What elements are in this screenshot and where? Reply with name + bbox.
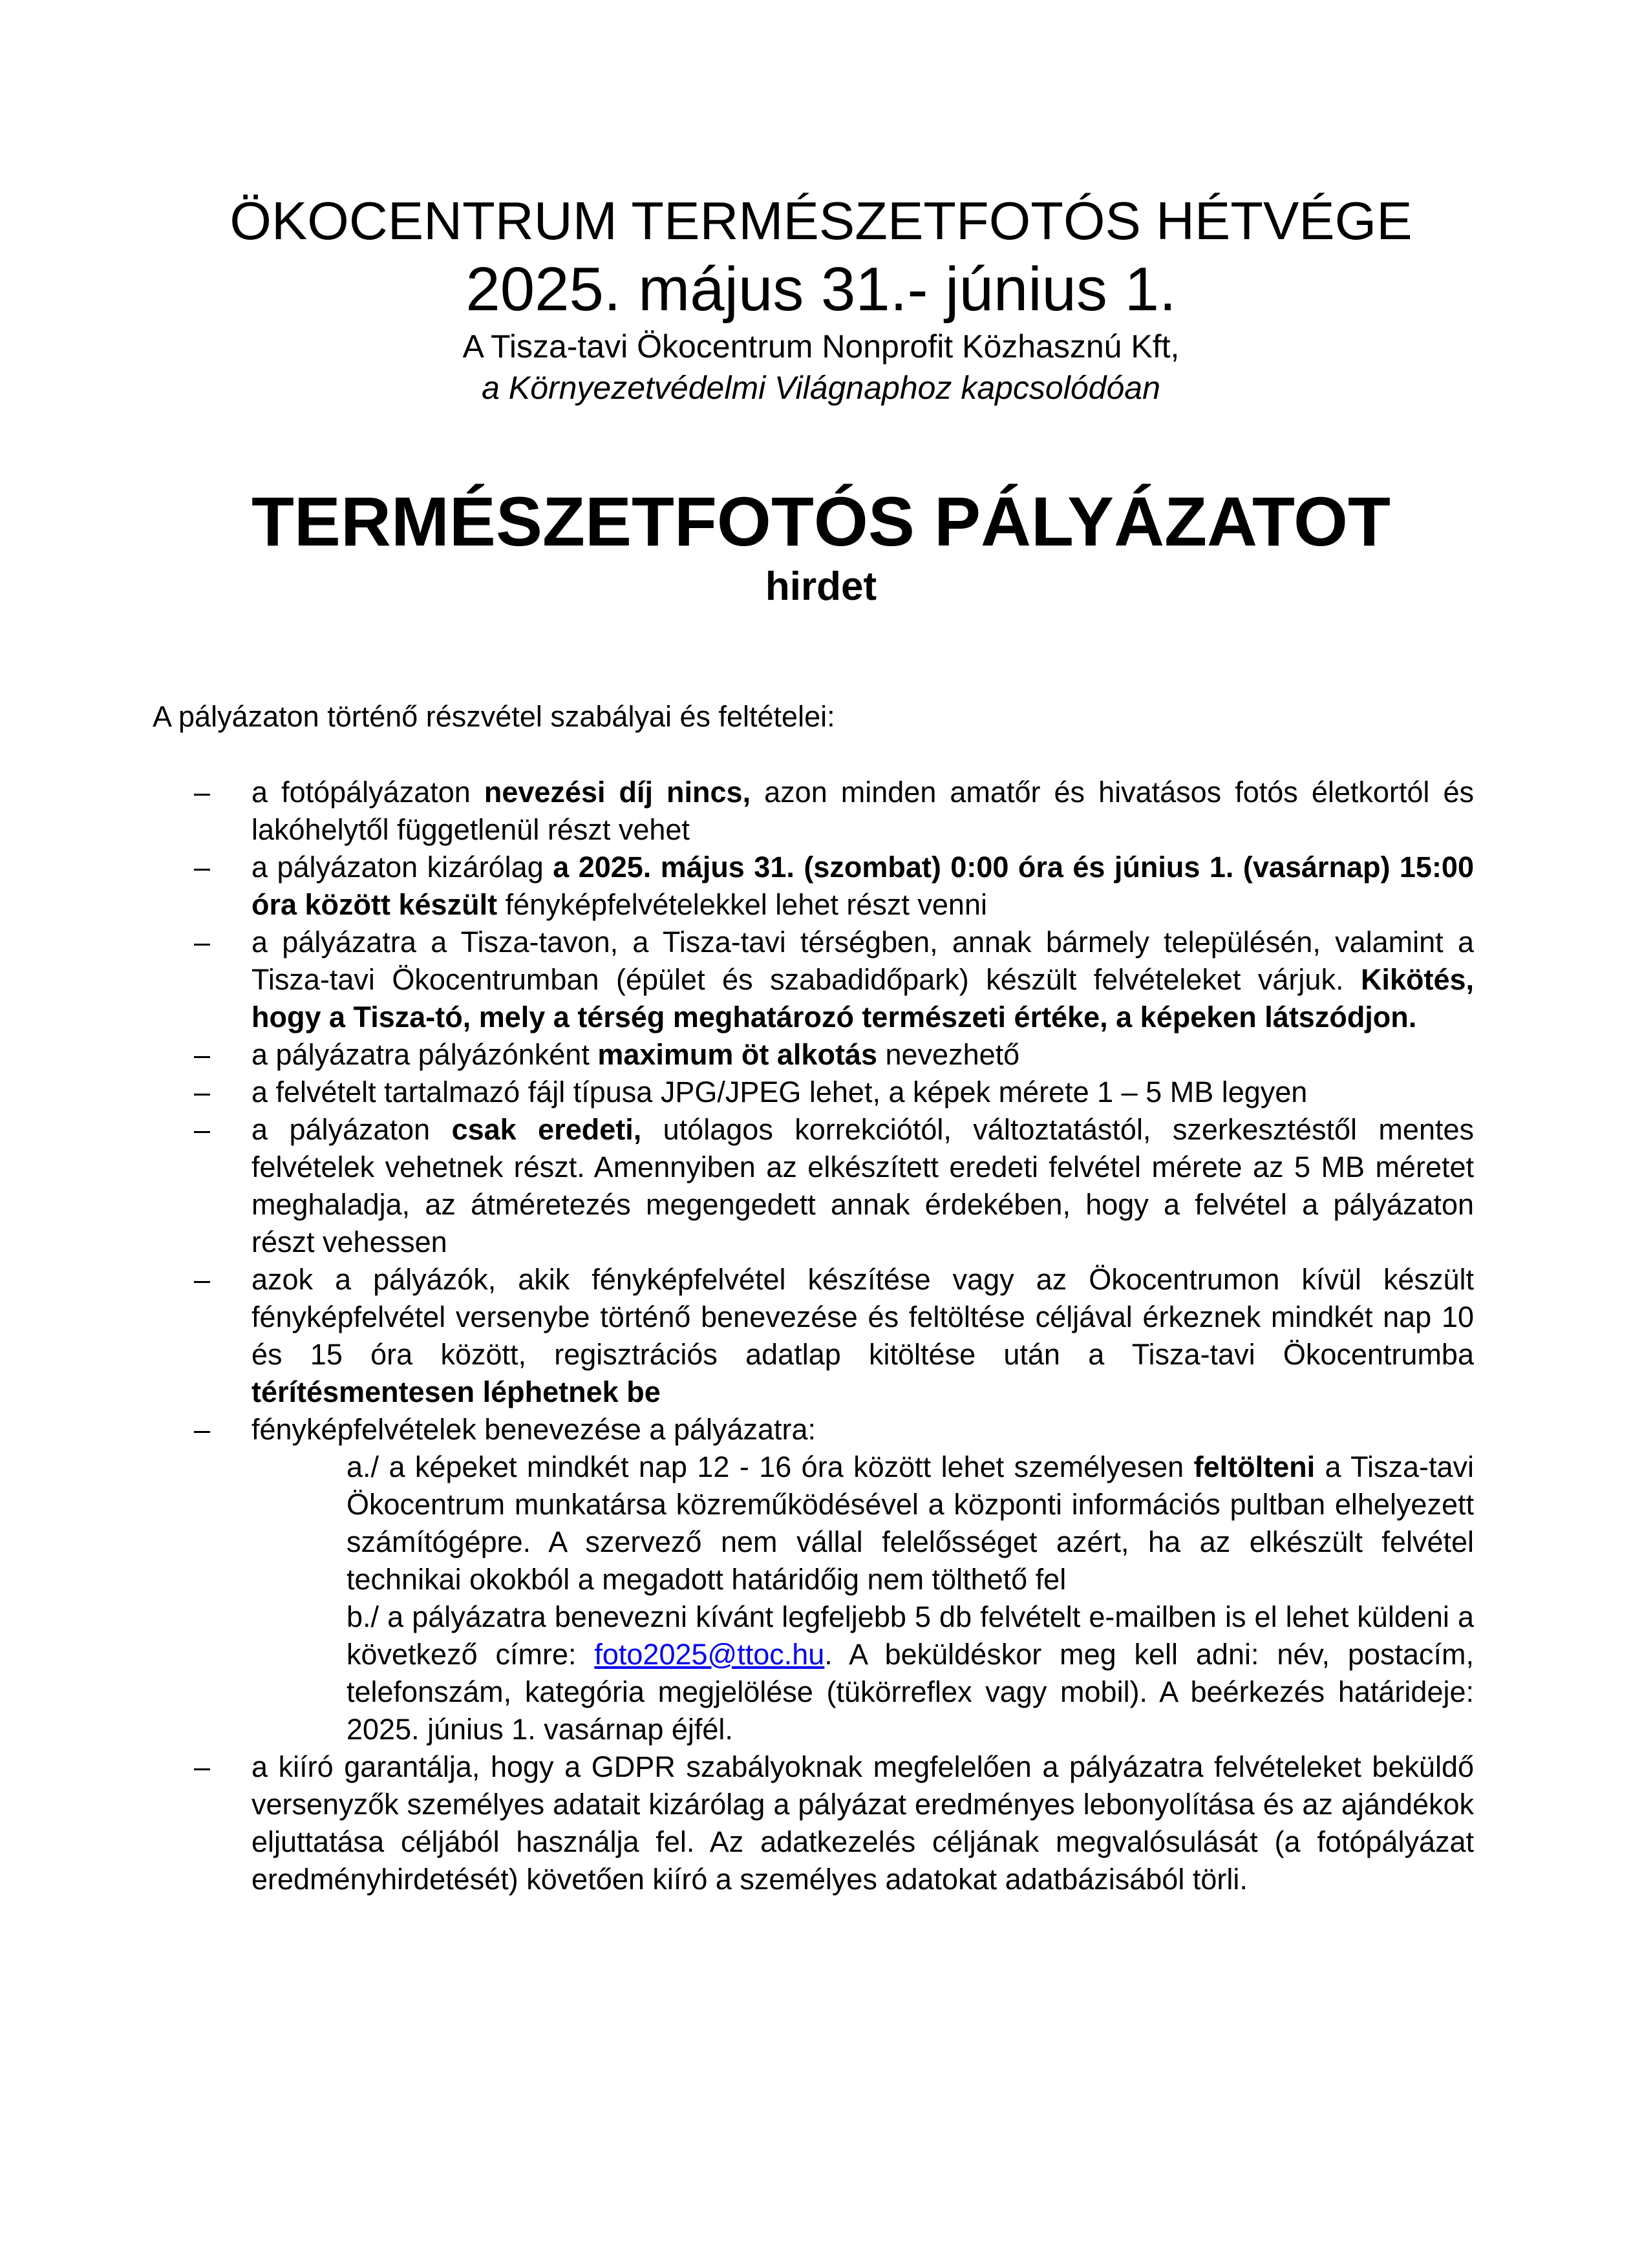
rule-text: a Tisza-tavi Ökocentrum munkatársa közreműködésével a központi információs pultban elhelyezett számítógépre. A szervező nem vállal felelősséget azért, ha az elkészült felvétel technikai okokból a megadott határidőig nem tölthető fel (347, 1450, 1474, 1596)
rule-item (194, 1748, 1474, 1898)
rule-text: . A beküldéskor meg kell adni: név, postacím, telefonszám, kategória megjelölése (tükörreflex vagy mobil). A beérkezés határideje: 2025. június 1. vasárnap éjfél. (347, 1638, 1474, 1746)
rule-emphasis: térítésmentesen léphetnek be (251, 1375, 661, 1408)
rule-text: a kiíró garantálja, hogy a GDPR szabályoknak megfelelően a pályázatra felvételeket beküldő versenyzők személyes adatait kizárólag a pályázat eredményes lebonyolítása és az ajándékok eljuttatása céljából használja fel. Az adatkezelés céljának megvalósulását (a fotópályázat eredményhirdetését) követően kiíró a személyes adatokat adatbázisából törli. (251, 1750, 1474, 1896)
rule-item (194, 774, 1474, 849)
dash-bullet: – (194, 1113, 211, 1146)
rule-emphasis: nevezési díj nincs, (484, 776, 751, 809)
rule-item (194, 924, 1474, 1036)
dash-bullet: – (194, 851, 211, 884)
rule-text: azon minden amatőr és hivatásos fotós életkortól és lakóhelytől függetlenül részt vehet (251, 776, 1474, 846)
rule-text: fényképfelvételek benevezése a pályázatra: (251, 1413, 816, 1446)
submission-option-b (251, 1598, 1474, 1748)
rule-text: a pályázatra pályázónként (251, 1038, 598, 1071)
rule-text: a felvételt tartalmazó fájl típusa JPG/JPEG lehet, a képek mérete 1 – 5 MB legyen (251, 1076, 1308, 1108)
dash-bullet: – (194, 1038, 211, 1071)
rule-item (194, 1074, 1474, 1111)
occasion-line: a Környezetvédelmi Világnaphoz kapcsolódóan (482, 370, 1160, 406)
rules-list (194, 774, 1474, 1898)
dash-bullet: – (194, 1750, 211, 1783)
rule-emphasis: a 2025. május 31. (szombat) 0:00 óra és június 1. (vasárnap) 15:00 óra között készült (251, 851, 1474, 921)
rule-item (194, 849, 1474, 924)
rule-text: a pályázaton kizárólag (251, 851, 553, 884)
rule-item (194, 1036, 1474, 1074)
organizer-name: A Tisza-tavi Ökocentrum Nonprofit Közhasznú Kft, (462, 328, 1180, 365)
event-title: ÖKOCENTRUM TERMÉSZETFOTÓS HÉTVÉGE (229, 191, 1413, 251)
rule-item (194, 1111, 1474, 1261)
rules-intro: A pályázaton történő részvétel szabályai és feltételei: (153, 700, 835, 733)
rule-item (194, 1411, 1474, 1748)
rule-item (194, 1261, 1474, 1411)
submission-option-a (251, 1448, 1474, 1598)
dash-bullet: – (194, 776, 211, 809)
document-header (0, 187, 1642, 408)
rule-emphasis: csak eredeti, (451, 1113, 642, 1146)
rule-text: a pályázatra a Tisza-tavon, a Tisza-tavi térségben, annak bármely településén, valamint a Tisza-tavi Ökocentrumban (épület és szabadidőpark) készült felvételeket várjuk. (251, 926, 1474, 996)
dash-bullet: – (194, 926, 211, 959)
dash-bullet: – (194, 1263, 211, 1296)
rule-text: b./ a pályázatra benevezni kívánt legfeljebb 5 db felvételt e-mailben is el lehet küldeni a következő címre: (347, 1600, 1474, 1671)
contest-subtitle: hirdet (765, 564, 877, 609)
rule-text: a pályázaton (251, 1113, 452, 1146)
rule-emphasis: Kikötés, hogy a Tisza-tó, mely a térség meghatározó természeti értéke, a képeken látszódjon. (251, 963, 1474, 1033)
event-date: 2025. május 31.- június 1. (465, 255, 1177, 324)
rule-text: nevezhető (877, 1038, 1020, 1071)
dash-bullet: – (194, 1076, 211, 1108)
rule-text: a fotópályázaton (251, 776, 484, 809)
rule-emphasis: maximum öt alkotás (597, 1038, 877, 1071)
rule-text: fényképfelvételekkel lehet részt venni (497, 888, 987, 921)
rule-text: utólagos korrekciótól, változtatástól, szerkesztéstől mentes felvételek vehetnek részt. Amennyiben az elkészített eredeti felvétel mérete az 5 MB méretet meghaladja, az átméretezés megengedett annak érdekében, hogy a felvétel a pályázaton részt vehessen (251, 1113, 1475, 1258)
rule-emphasis: feltölteni (1193, 1450, 1316, 1483)
email-link[interactable]: foto2025@ttoc.hu (594, 1638, 825, 1671)
dash-bullet: – (194, 1413, 211, 1446)
contest-title: TERMÉSZETFOTÓS PÁLYÁZATOT (251, 482, 1391, 560)
rule-text: a./ a képeket mindkét nap 12 - 16 óra között lehet személyesen (347, 1450, 1194, 1483)
rule-text: azok a pályázók, akik fényképfelvétel készítése vagy az Ökocentrumon kívül készült fényképfelvétel versenybe történő benevezése és feltöltése céljával érkeznek mindkét nap 10 és 15 óra között, regisztrációs adatlap kitöltése után a Tisza-tavi Ökocentrumba (251, 1263, 1474, 1371)
